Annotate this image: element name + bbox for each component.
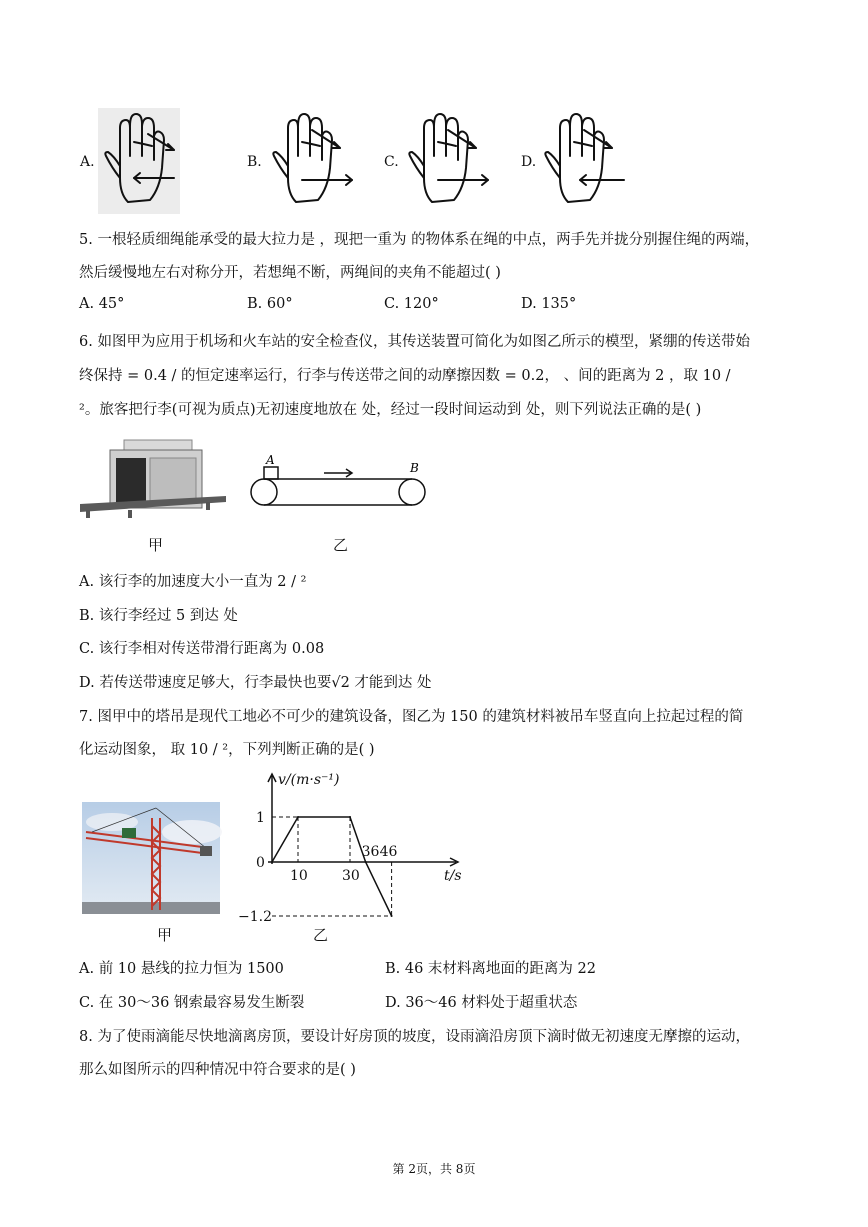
q4-option-a-hand-diagram (98, 108, 180, 214)
y-axis-label: v/(m·s⁻¹) (278, 772, 340, 788)
q4-option-d-label: D. (521, 154, 537, 170)
x-axis-label: t/s (444, 868, 462, 884)
q4-option-a-label: A. (80, 154, 95, 170)
q6-text-line-2: 终保持 = 0.4 / 的恒定速率运行，行李与传送带之间的动摩擦因数 = 0.2， 、间的距离为 2 ，取 10 / (79, 368, 731, 384)
q7-text-line-1: 7. 图甲中的塔吊是现代工地必不可少的建筑设备，图乙为 150 的建筑材料被吊车竖直向上拉起过程的简 (79, 709, 744, 725)
q6-text-line-3: ²。旅客把行李(可视为质点)无初速度地放在 处，经过一段时间运动到 处，则下列说法正确的是( ) (79, 402, 702, 418)
velocity-series-line (272, 817, 392, 916)
x-tick-label-46: 46 (379, 844, 398, 860)
data-point-2 (349, 816, 351, 818)
q4-option-d-hand-diagram (540, 108, 630, 214)
y-tick-label-neg: −1.2 (238, 909, 272, 925)
q5-option-c: C. 120° (384, 296, 439, 312)
q4-option-c-hand-diagram (404, 108, 494, 214)
velocity-time-graph (236, 766, 476, 936)
q5-text-line-1: 5. 一根轻质细绳能承受的最大拉力是 ，现把一重为 的物体系在绳的中点，两手先并拢分别握住绳的两端， (79, 232, 760, 248)
q6-option-c: C. 该行李相对传送带滑行距离为 0.08 (79, 641, 325, 657)
q6-text-line-1: 6. 如图甲为应用于机场和火车站的安全检查仪，其传送装置可简化为如图乙所示的模型，紧绷的传送带始 (79, 334, 750, 350)
q7-figure-label-jia: 甲 (157, 926, 173, 944)
q7-option-c: C. 在 30～36 钢索最容易发生断裂 (79, 995, 305, 1011)
q5-option-d: D. 135° (521, 296, 577, 312)
q8-text-line-2: 那么如图所示的四种情况中符合要求的是( ) (79, 1062, 356, 1078)
tower-crane-photo (82, 802, 220, 914)
q7-text-line-2: 化运动图象， 取 10 / ²，下列判断正确的是( ) (79, 742, 375, 758)
q6-option-a: A. 该行李的加速度大小一直为 2 / ² (79, 574, 307, 590)
x-tick-label-36: 36 (361, 844, 380, 860)
q5-text-line-2: 然后缓慢地左右对称分开，若想绳不断，两绳间的夹角不能超过( ) (79, 265, 501, 281)
conveyor-belt-diagram (248, 453, 432, 512)
data-point-3 (365, 861, 367, 863)
q6-figure-label-jia: 甲 (148, 536, 164, 554)
data-point-4 (391, 915, 393, 917)
q4-option-b-label: B. (247, 154, 262, 170)
belt-point-a: A (266, 453, 275, 467)
q5-option-b: B. 60° (247, 296, 293, 312)
x-tick-label-30: 30 (342, 868, 360, 884)
y-tick-label-0: 0 (256, 855, 265, 871)
y-tick-label-1: 1 (256, 810, 265, 826)
belt-point-b: B (410, 461, 419, 475)
q8-text-line-1: 8. 为了使雨滴能尽快地滴离房顶，要设计好房顶的坡度，设雨滴沿房顶下滴时做无初速度无摩擦的运动， (79, 1029, 750, 1045)
q6-option-d: D. 若传送带速度足够大，行李最快也要√2 才能到达 处 (79, 675, 432, 691)
page-footer: 第 2页，共 8页 (392, 1162, 476, 1176)
q7-option-d: D. 36～46 材料处于超重状态 (385, 995, 578, 1011)
q5-option-a: A. 45° (79, 296, 125, 312)
x-tick-label-10: 10 (290, 868, 308, 884)
data-point-0 (271, 861, 273, 863)
q7-option-b: B. 46 末材料离地面的距离为 22 (385, 961, 596, 977)
data-point-1 (297, 816, 299, 818)
q7-option-a: A. 前 10 悬线的拉力恒为 1500 (79, 961, 284, 977)
q4-option-b-hand-diagram (268, 108, 358, 214)
q4-option-c-label: C. (384, 154, 399, 170)
q6-option-b: B. 该行李经过 5 到达 处 (79, 608, 238, 624)
security-scanner-image (80, 436, 226, 522)
q6-figure-label-yi: 乙 (333, 536, 349, 554)
q7-figure-label-yi: 乙 (313, 926, 329, 944)
